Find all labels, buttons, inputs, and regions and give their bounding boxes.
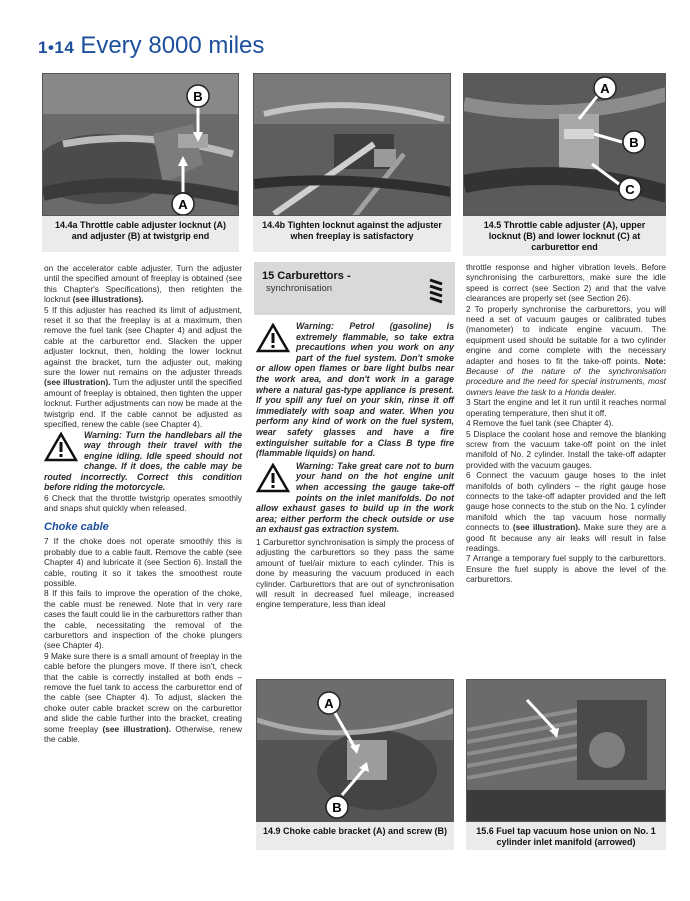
caption-14-4a: 14.4a Throttle cable adjuster locknut (A) and adjuster (B) at twistgrip end: [42, 216, 239, 252]
label-b: B: [332, 800, 342, 815]
label-b: B: [193, 89, 203, 104]
section-title: 15 Carburettors -: [262, 270, 351, 282]
photo-14-9: [256, 679, 454, 822]
paragraph: on the accelerator cable adjuster. Turn the adjuster until the specified amount of freeplay is obtained (see this Chapter's Specifications), then retighten the locknut (see illustrations).: [44, 263, 242, 305]
paragraph: 7 If the choke does not operate smoothly this is probably due to a cable fault. Remove the cable (see Chapter 4) and lubricate it (see Section 6). Install the cable, routing it so it takes the smoothest route possible.: [44, 536, 242, 588]
label-b: B: [629, 135, 639, 150]
paragraph: 6 Check that the throttle twistgrip operates smoothly and snaps shut quickly when released.: [44, 493, 242, 514]
column-1: [44, 263, 242, 744]
column-2: [256, 321, 454, 610]
paragraph: 4 Remove the fuel tank (see Chapter 4).: [466, 418, 614, 429]
page-title: Every 8000 miles: [80, 32, 265, 59]
label-a: A: [600, 81, 610, 96]
section-heading-box: [254, 262, 455, 315]
subheading-choke-cable: Choke cable: [44, 520, 109, 533]
label-c: C: [625, 182, 635, 197]
paragraph: 6 Connect the vacuum gauge hoses to the inlet manifolds of both cylinders – the right gauge hose connects to the take-off adapter provided and the left gauge hose connects to the stub on the No. 1 cylinder manifold which the tap vacuum hose normally connects to (see illustration). Make sure they are a good fit because any air leaks will result in false readings.: [466, 470, 666, 553]
caption-15-6: 15.6 Fuel tap vacuum hose union on No. 1 cylinder inlet manifold (arrowed): [466, 822, 666, 850]
warning-triangle-icon: [256, 323, 290, 353]
paragraph: throttle response and higher vibration levels. Before synchronising the carburettors, make sure the idle speed is correct (see Section 2) and that the valve clearances are properly set (see Section 26).: [466, 262, 666, 304]
label-a: A: [178, 197, 188, 212]
warning-box: [44, 430, 242, 494]
warning-text: Warning: Take great care not to burn your hand on the hot engine unit when accessing the gauge take-off points on the inlet manifolds. Do not allow exhaust gases to build up in the work area; either perform the check outside or use an exhaust gas extraction system.: [256, 460, 454, 535]
page-number: 1•14: [38, 38, 75, 57]
page-header: [38, 32, 264, 60]
photo-14-4b: [253, 73, 451, 216]
paragraph: 5 If this adjuster has reached its limit of adjustment, reset it so that the freeplay is at a maximum, then remove the fuel tank (see Chapter 4) and adjust the cable at the carburettor end. Slacken the upper adjuster locknut, then, holding the lower locknut against the bracket, turn the adjuster out, making sure the lower nut remains on the adjuster threads (see illustration). Turn the adjuster until the specified amount of freeplay is obtained, then tighten the upper locknut. Further adjustments can now be made at the twistgrip end. If the cable cannot be adjusted as specified, renew the cable (see Chapter 4).: [44, 304, 243, 430]
caption-14-4b: 14.4b Tighten locknut against the adjuster when freeplay is satisfactory: [253, 216, 451, 252]
paragraph: 7 Arrange a temporary fuel supply to the carburettors. Ensure the fuel supply is above the level of the carburettors.: [466, 553, 666, 585]
warning-text: Warning: Petrol (gasoline) is extremely flammable, so take extra precautions when you work on any part of the fuel system. Don't smoke or allow open flames or bare light bulbs near the work area, and don't work in a garage where a natural gas-type appliance is present. If you spill any fuel on your skin, rinse it off immediately with soap and water. When you perform any kind of work on the fuel system, wear safety glasses and have a fire extinguisher suitable for a Class B type fire (flammable liquids) on hand.: [256, 321, 454, 459]
warning-box-burn: [256, 461, 454, 535]
label-a: A: [324, 696, 334, 711]
warning-box-fuel: [256, 321, 454, 459]
photo-14-4a: [42, 73, 239, 216]
warning-triangle-icon: [44, 432, 78, 462]
column-3: [466, 262, 666, 585]
warning-triangle-icon: [256, 463, 290, 493]
caption-14-9: 14.9 Choke cable bracket (A) and screw (B): [256, 822, 454, 850]
section-subtitle: synchronisation: [266, 283, 333, 294]
warning-text: Warning: Turn the handlebars all the way through their travel with the engine idling. Idle speed should not change. If it does, the cable may be routed incorrectly. Correct this condition before riding the motorcycle.: [44, 429, 242, 493]
paragraph: 5 Displace the coolant hose and remove the blanking screw from the vacuum take-off point on the inlet manifold of No. 2 cylinder. Install the take-off adapter provided with the vacuum gauges.: [466, 428, 666, 470]
paragraph: 1 Carburettor synchronisation is simply the process of adjusting the carburettors so they pass the same amount of fuel/air mixture to each cylinder. This is done by measuring the vacuum produced in each cylinder. Carburettors that are out of synchronisation will result in decreased fuel mileage, increased engine temperature, less than ideal: [256, 536, 454, 610]
caption-14-5: 14.5 Throttle cable adjuster (A), upper locknut (B) and lower locknut (C) at carburettor end: [463, 216, 666, 256]
spanner-rating-icon: [427, 274, 445, 306]
paragraph: 2 To properly synchronise the carburettors, you will need a set of vacuum gauges or calibrated tubes (manometer) to indicate engine vacuum. The equipment used should be suitable for a two cylinder engine and come complete with the necessary adapter and hoses to fit the take-off points. Note: Because of the nature of the synchronisation procedure and the need for special instruments, most owners leave the task to a Honda dealer.: [466, 303, 666, 397]
paragraph: 9 Make sure there is a small amount of freeplay in the cable before the plungers move. If there isn't, check that the cable is correctly installed at both ends – remove the fuel tank to access the carburettor end of the cable (see Chapter 4). To adjust, slacken the choke outer cable bracket screw on the carburettor and slide the cable further into the bracket, creating some freeplay (see illustration). Otherwise, renew the cable.: [44, 650, 242, 744]
paragraph: 8 If this fails to improve the operation of the choke, the cable must be renewed. Note that in very rare cases the fault could lie in the carburettors rather than the cable, necessitating the removal of the carburettors and inspection of the choke plungers (see Chapter 4).: [44, 588, 242, 651]
photo-15-6: [466, 679, 666, 822]
paragraph: 3 Start the engine and let it run until it reaches normal operating temperature, then shut it off.: [466, 397, 666, 418]
photo-14-5: [463, 73, 666, 216]
